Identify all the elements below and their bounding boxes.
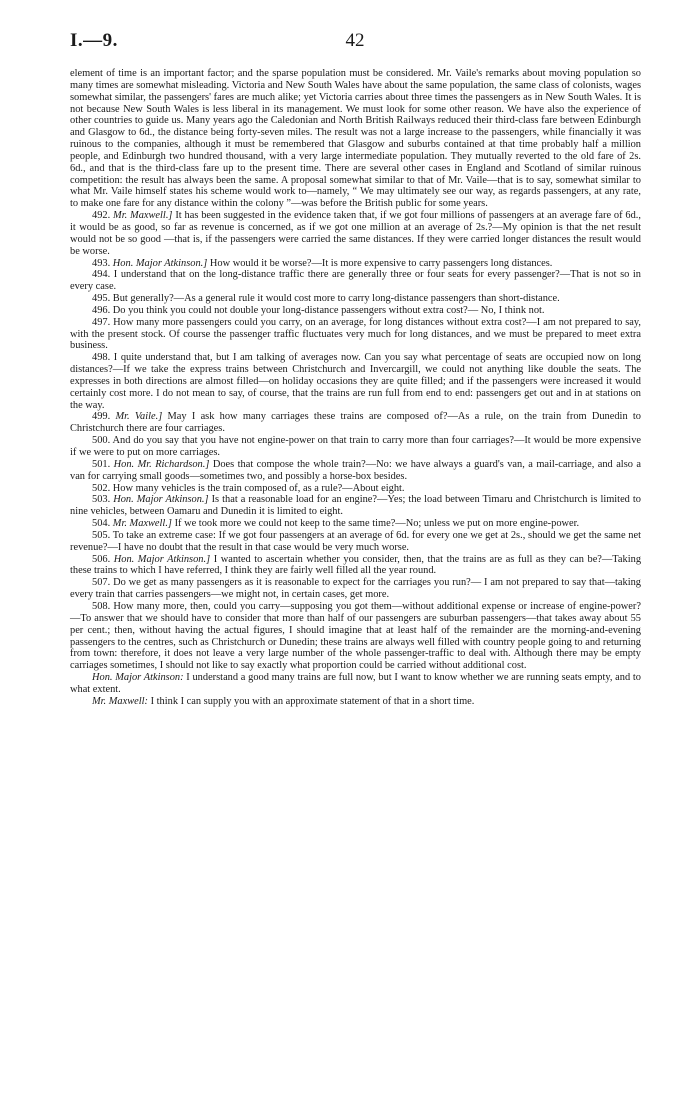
evidence-paragraph: [70, 554, 641, 578]
question-number: 506.: [92, 553, 111, 565]
paragraph-text: How many vehicles is the train composed of, as a rule?—About eight.: [112, 482, 405, 494]
paragraph-text: I understand that on the long-distance traffic there are generally three or four seats for every passenger?—That is not so in every case.: [70, 269, 641, 293]
speaker-name: Mr. Vaile.]: [115, 411, 163, 423]
question-number: 493.: [92, 257, 111, 269]
paragraph-text: I understand a good many trains are full now, but I want to know whether we are running seats empty, and to what extent.: [70, 672, 641, 695]
question-number: 500.: [92, 435, 111, 447]
question-number: 502.: [92, 482, 111, 494]
question-number: 508.: [92, 600, 111, 612]
evidence-paragraph: [70, 459, 641, 483]
question-number: 501.: [92, 458, 111, 470]
evidence-paragraph: [70, 305, 641, 317]
paragraph-text: If we took more we could not keep to the same time?—No; unless we put on more engine-power.: [174, 518, 580, 530]
question-number: 503.: [92, 494, 111, 506]
question-number: 507.: [92, 577, 111, 589]
speaker-name: Mr. Maxwell.]: [112, 518, 172, 530]
evidence-list: [70, 210, 641, 707]
question-number: 494.: [92, 269, 111, 281]
page-header: [70, 30, 640, 56]
evidence-paragraph: [70, 530, 641, 554]
evidence-paragraph: [70, 672, 641, 696]
paragraph-text: May I ask how many carriages these trains are composed of?—As a rule, on the train from Dunedin to Christchurch there are four carriages.: [70, 411, 641, 435]
evidence-paragraph: [70, 696, 641, 708]
paragraph-text: To take an extreme case: If we got four passengers at an average of 6d. for every one we get at 2s., should we get the same net revenue?—I have no doubt that the result in that case would be very much worse.: [70, 529, 641, 553]
question-number: 499.: [92, 411, 111, 423]
evidence-paragraph: [70, 518, 641, 530]
evidence-paragraph: [70, 494, 641, 518]
question-number: 495.: [92, 293, 111, 305]
paragraph-text: How many more, then, could you carry—supposing you got them—without additional expense or increase of engine-power?—To answer that we should have to consider that more than half of our passengers are suburban passengers—that takes away about 55 per cent.; then, without having the actual figures, I should imagine that at least half of the remainder are the morning-and-evening passengers to the centres, such as Christchurch or Dunedin; these trains are always well filled with country people going to and returning from town: therefore, it does not leave a very large number of the whole passenger-traffic to deal with. Although there may be empty carriages sometimes, I should not like to say exactly what proportion could be carried without additional cost.: [70, 600, 641, 672]
paragraph-text: How would it be worse?—It is more expensive to carry passengers long distances.: [209, 257, 553, 269]
continuation-paragraph: element of time is an important factor; and the sparse population must be considered. Mr. Vaile's remarks about moving population so many times are somewhat misleading. Victoria and New South Wales have about the same population, the same class of colonists, wages somewhat similar, the passengers' fares are much alike; yet Victoria carries about three times the passengers as in New South Wales. It is not because New South Wales is less liberal in its management. We must look for some other reason. We have also the experience of other countries to guide us. Many years ago the Caledonian and North British Railways reduced their third-class fare between Edinburgh and Glasgow to 6d., the distance being forty-seven miles. The result was not a large increase to the passengers, while financially it was ruinous to the companies, although it must be remembered that Glasgow and suburbs contained at that time probably half a million people, and Edinburgh two hundred thousand, with a very large intermediate population. They mutually reverted to the old fare of 2s. 6d., and that is the third-class fare up to the present time. There are several other cases in England and Scotland of similar ruinous competition: the result has always been the same. A proposal somewhat similar to that of Mr. Vaile—that is to say, somewhat similar to what Mr. Vaile himself states his scheme would work to—namely, “ We may ultimately see our way, as regards passengers, at any rate, to make one fare for any distance within the colony ”—was before the British public for some years.: [70, 68, 641, 210]
paragraph-text: And do you say that you have not engine-power on that train to carry more than four carriages?—It would be more expensive if we were to put on more carriages.: [70, 435, 641, 458]
speaker-name: Hon. Major Atkinson.]: [113, 553, 211, 565]
question-number: 505.: [92, 529, 111, 541]
question-number: 492.: [92, 210, 111, 222]
paragraph-text: I wanted to ascertain whether you consider, then, that the trains are as full as they can be?—Taking these trains to which I have referred, I think they are fairly well filled all the year round.: [70, 553, 642, 577]
speaker-name: Hon. Major Atkinson.]: [112, 257, 208, 269]
paragraph-text: How many more passengers could you carry, on an average, for long distances without extra cost?—I am not prepared to say, with the present stock. Of course the passenger traffic fluctuates very much for long distances, and we must be prepared to meet extra business.: [70, 316, 641, 352]
page-number: 42: [345, 30, 365, 51]
evidence-paragraph: [70, 317, 641, 353]
paragraph-text: Do we get as many passengers as it is reasonable to expect for the carriages you run?— I am not prepared to say that—taking every train that carries passengers—we might not, in certain cases, get more.: [70, 577, 641, 601]
speaker-name: Hon. Major Atkinson:: [92, 672, 184, 684]
evidence-paragraph: [70, 577, 641, 601]
evidence-paragraph: [70, 352, 641, 411]
evidence-paragraph: [70, 435, 641, 459]
question-number: 497.: [92, 316, 111, 328]
speaker-name: Hon. Mr. Richardson.]: [113, 458, 210, 470]
evidence-paragraph: [70, 210, 641, 257]
question-number: 498.: [92, 352, 111, 364]
evidence-paragraph: [70, 601, 641, 672]
evidence-paragraph: [70, 483, 641, 495]
paragraph-text: Is that a reasonable load for an engine?—Yes; the load between Timaru and Christchurch is limited to nine vehicles, between Oamaru and Dunedin it is limited to eight.: [70, 494, 641, 518]
speaker-name: Hon. Major Atkinson.]: [113, 494, 209, 506]
evidence-paragraph: [70, 411, 641, 435]
evidence-paragraph: [70, 293, 641, 305]
document-reference: I.—9.: [70, 30, 118, 51]
paragraph-text: I quite understand that, but I am talking of averages now. Can you say what percentage of seats are occupied now on long distances?—If we take the express trains between Christchurch and Invercargill, we could not anything like double the seats. The expresses in both directions are almost filled—on holiday occasions they are quite filled; and if the passengers were increased it would certainly cost more. I do not mean to say, of course, that the trains are run full from end to end: passengers get out and in at stations on the way.: [70, 352, 641, 411]
speaker-name: Mr. Maxwell.]: [113, 210, 173, 222]
speaker-name: Mr. Maxwell:: [92, 695, 148, 707]
paragraph-text: But generally?—As a general rule it would cost more to carry long-distance passengers than short-distance.: [112, 293, 560, 305]
paragraph-text: Do you think you could not double your long-distance passengers without extra cost?— No, I think not.: [112, 304, 545, 316]
evidence-paragraph: [70, 269, 641, 293]
evidence-paragraph: [70, 258, 641, 270]
document-body: [70, 68, 641, 708]
paragraph-text: Does that compose the whole train?—No: we have always a guard's van, a mail-carriage, and also a van for carrying small goods—sometimes two, and possibly a horse-box besides.: [70, 458, 642, 482]
paragraph-text: I think I can supply you with an approximate statement of that in a short time.: [150, 695, 475, 707]
question-number: 504.: [92, 518, 111, 530]
question-number: 496.: [92, 304, 111, 316]
paragraph-text: It has been suggested in the evidence taken that, if we got four millions of passengers at an average fare of 6d., it would be as good, so far as revenue is concerned, as if we got one million at an average of 2s.?—My opinion is that the net result would not be so good —that is, if the passengers were carried the same distances. If they were carried longer distances the result would be worse.: [70, 210, 642, 257]
